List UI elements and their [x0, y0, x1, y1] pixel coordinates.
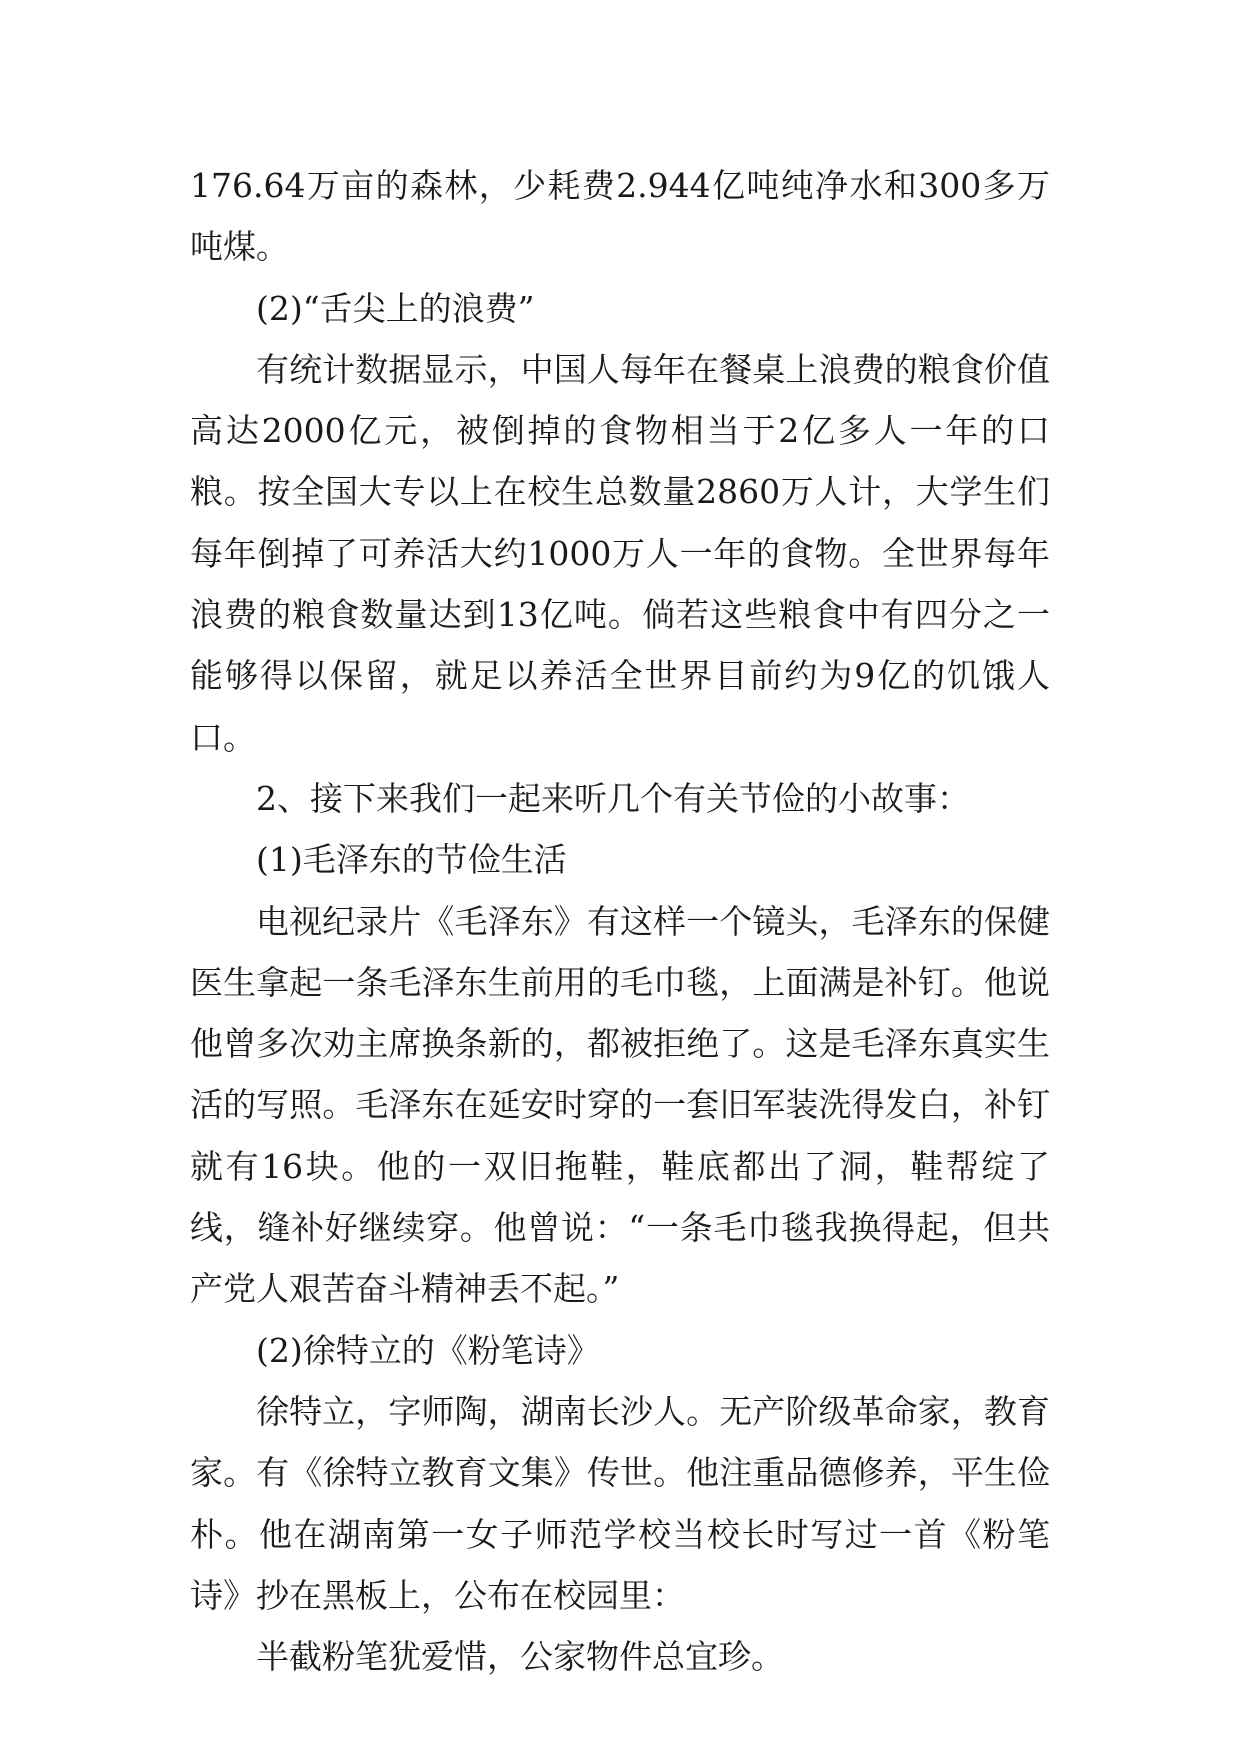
- paragraph-food-waste-statistics: 有统计数据显示，中国人每年在餐桌上浪费的粮食价值高达2000亿元，被倒掉的食物相当于2亿多人一年的口粮。按全国大专以上在校生总数量2860万人计，大学生们每年倒掉了可养活大约1000万人一年的食物。全世界每年浪费的粮食数量达到13亿吨。倘若这些粮食中有四分之一能够得以保留，就足以养活全世界目前约为9亿的饥饿人口。: [190, 349, 1050, 757]
- poem-line: 半截粉笔犹爱惜，公家物件总宜珍。: [256, 1637, 784, 1677]
- subheading-xu-chalk-poem: (2)徐特立的《粉笔诗》: [256, 1330, 600, 1370]
- paragraph-mao-story: 电视纪录片《毛泽东》有这样一个镜头，毛泽东的保健医生拿起一条毛泽东生前用的毛巾毯，上面满是补钉。他说他曾多次劝主席换条新的，都被拒绝了。这是毛泽东真实生活的写照。毛泽东在延安时穿的一套旧军装洗得发白，补钉就有16块。他的一双旧拖鞋，鞋底都出了洞，鞋帮绽了线，缝补好继续穿。他曾说：“一条毛巾毯我换得起，但共产党人艰苦奋斗精神丢不起。”: [190, 901, 1050, 1309]
- document-body: [190, 155, 1050, 1687]
- paragraph-continuation: 176.64万亩的森林，少耗费2.944亿吨纯净水和300多万吨煤。: [190, 166, 1050, 267]
- paragraph-xu-teli-story: 徐特立，字师陶，湖南长沙人。无产阶级革命家，教育家。有《徐特立教育文集》传世。他注重品德修养，平生俭朴。他在湖南第一女子师范学校当校长时写过一首《粉笔诗》抄在黑板上，公布在校园里：: [190, 1391, 1050, 1615]
- subheading-mao-frugal-life: (1)毛泽东的节俭生活: [256, 840, 567, 880]
- section-heading-frugality-stories: 2、接下来我们一起来听几个有关节俭的小故事：: [256, 778, 970, 818]
- subheading-tongue-waste: (2)“舌尖上的浪费”: [256, 288, 535, 328]
